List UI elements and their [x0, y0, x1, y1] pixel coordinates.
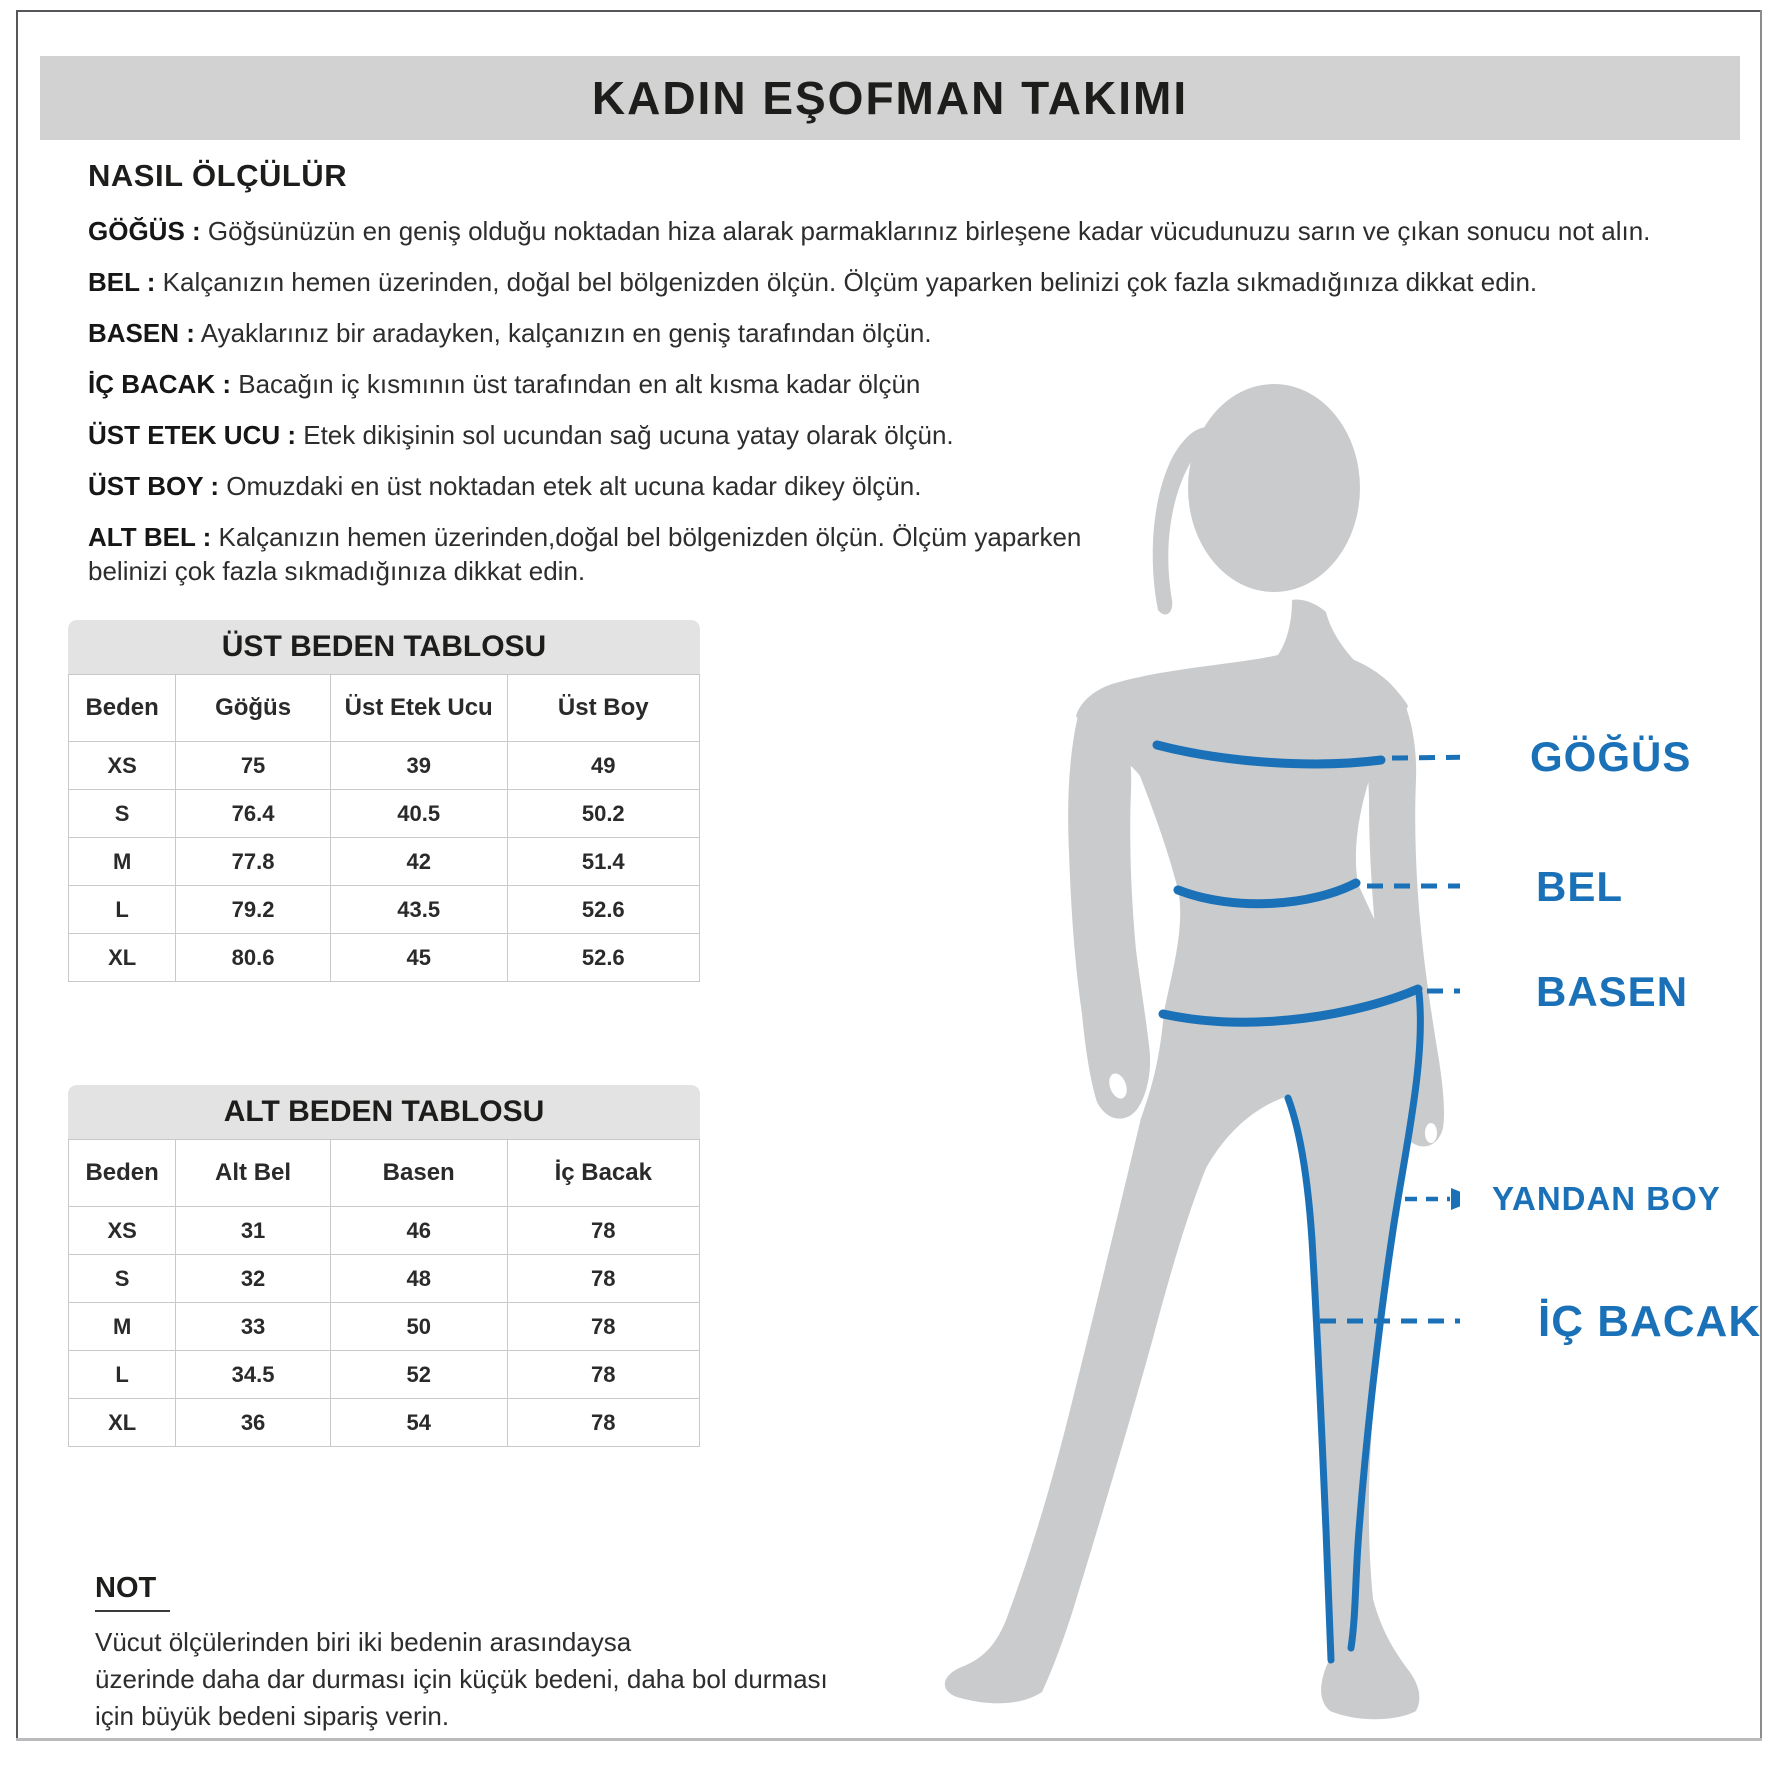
note-heading: NOT	[95, 1572, 170, 1612]
table-row	[69, 886, 700, 934]
table-cell: L	[69, 886, 176, 934]
table-cell: 78	[507, 1351, 699, 1399]
column-header: Alt Bel	[176, 1140, 331, 1207]
measure-instruction: GÖĞÜS : Göğsünüzün en geniş olduğu noktadan hiza alarak parmaklarınız birleşene kadar vücudunuzu sarın ve çıkan sonucu not alın.	[88, 216, 1651, 246]
table-cell: XS	[69, 742, 176, 790]
side-length-arrowhead-icon	[1451, 1188, 1460, 1210]
table-cell: XS	[69, 1207, 176, 1255]
note-line: üzerinde daha dar durması için küçük bedeni, daha bol durması	[95, 1664, 828, 1694]
table-cell: 43.5	[330, 886, 507, 934]
frame-border-left	[16, 10, 18, 1740]
table-cell: 39	[330, 742, 507, 790]
table-cell: 42	[330, 838, 507, 886]
table-cell: S	[69, 790, 176, 838]
note-line: için büyük bedeni sipariş verin.	[95, 1701, 450, 1731]
table-row	[69, 1207, 700, 1255]
table-cell: XL	[69, 934, 176, 982]
right-hand-gap	[1425, 1123, 1437, 1143]
table-cell: 80.6	[176, 934, 331, 982]
column-header: Beden	[69, 675, 176, 742]
table-cell: 32	[176, 1255, 331, 1303]
table-row	[69, 1255, 700, 1303]
table-row	[69, 1303, 700, 1351]
frame-border-top	[16, 10, 1762, 12]
column-header: Beden	[69, 1140, 176, 1207]
upper-size-table	[68, 620, 700, 982]
measure-instruction: ÜST ETEK UCU : Etek dikişinin sol ucundan sağ ucuna yatay olarak ölçün.	[88, 420, 954, 450]
column-header: Göğüs	[176, 675, 331, 742]
table-cell: 76.4	[176, 790, 331, 838]
table-cell: 52.6	[507, 934, 699, 982]
table-cell: 40.5	[330, 790, 507, 838]
lower-size-table	[68, 1085, 700, 1447]
table-cell: XL	[69, 1399, 176, 1447]
table-cell: 48	[330, 1255, 507, 1303]
table-cell: M	[69, 838, 176, 886]
table-cell: 75	[176, 742, 331, 790]
measure-instruction: İÇ BACAK : Bacağın iç kısmının üst tarafından en alt kısma kadar ölçün	[88, 369, 921, 399]
table-cell: 46	[330, 1207, 507, 1255]
table-cell: 52	[330, 1351, 507, 1399]
table-row	[69, 934, 700, 982]
table-cell: 45	[330, 934, 507, 982]
silhouette-head	[1188, 384, 1360, 592]
side-length-label: YANDAN BOY	[1492, 1180, 1721, 1217]
table-row	[69, 1351, 700, 1399]
table-cell: S	[69, 1255, 176, 1303]
upper-size-table-grid	[68, 674, 700, 982]
measure-instruction: ALT BEL : Kalçanızın hemen üzerinden,doğal bel bölgenizden ölçün. Ölçüm yaparken belinizi çok fazla sıkmadığınıza dikkat edin.	[88, 522, 1082, 586]
measure-instruction: BASEN : Ayaklarınız bir aradayken, kalçanızın en geniş tarafından ölçün.	[88, 318, 932, 348]
table-cell: 54	[330, 1399, 507, 1447]
header-row	[69, 675, 700, 742]
table-cell: 77.8	[176, 838, 331, 886]
table-cell: 51.4	[507, 838, 699, 886]
table-row	[69, 838, 700, 886]
table-cell: 52.6	[507, 886, 699, 934]
upper-size-table-title: ÜST BEDEN TABLOSU	[68, 620, 700, 674]
column-header: Basen	[330, 1140, 507, 1207]
measure-instruction: ÜST BOY : Omuzdaki en üst noktadan etek alt ucuna kadar dikey ölçün.	[88, 471, 922, 501]
table-cell: 34.5	[176, 1351, 331, 1399]
chest-label: GÖĞÜS	[1530, 733, 1692, 780]
how-to-measure-heading: NASIL ÖLÇÜLÜR	[88, 158, 348, 193]
table-cell: 50.2	[507, 790, 699, 838]
column-header: Üst Etek Ucu	[330, 675, 507, 742]
header-row	[69, 1140, 700, 1207]
measure-instruction: BEL : Kalçanızın hemen üzerinden, doğal bel bölgenizden ölçün. Ölçüm yaparken belinizi çok fazla sıkmadığınıza dikkat edin.	[88, 267, 1538, 297]
inseam-label: İÇ BACAK	[1538, 1297, 1762, 1346]
table-cell: 36	[176, 1399, 331, 1447]
table-cell: 49	[507, 742, 699, 790]
table-row	[69, 742, 700, 790]
frame-border-right	[1760, 10, 1762, 1740]
waist-label: BEL	[1536, 863, 1623, 910]
table-cell: 78	[507, 1303, 699, 1351]
frame-border-bottom	[16, 1738, 1762, 1741]
lower-size-table-grid	[68, 1139, 700, 1447]
table-cell: L	[69, 1351, 176, 1399]
table-cell: 50	[330, 1303, 507, 1351]
column-header: Üst Boy	[507, 675, 699, 742]
title-bar	[40, 56, 1740, 140]
table-cell: 78	[507, 1255, 699, 1303]
chest-pointer-line	[1392, 757, 1460, 758]
body-measurement-diagram	[900, 360, 1460, 1740]
table-cell: 31	[176, 1207, 331, 1255]
table-cell: 33	[176, 1303, 331, 1351]
hip-label: BASEN	[1536, 968, 1689, 1015]
column-header: İç Bacak	[507, 1140, 699, 1207]
table-cell: 79.2	[176, 886, 331, 934]
table-cell: 78	[507, 1207, 699, 1255]
note-line: Vücut ölçülerinden biri iki bedenin arasındaysa	[95, 1627, 632, 1657]
note-section	[95, 1572, 995, 1735]
table-row	[69, 1399, 700, 1447]
table-cell: 78	[507, 1399, 699, 1447]
page-title: KADIN EŞOFMAN TAKIMI	[591, 72, 1189, 124]
table-cell: M	[69, 1303, 176, 1351]
lower-size-table-title: ALT BEDEN TABLOSU	[68, 1085, 700, 1139]
table-row	[69, 790, 700, 838]
